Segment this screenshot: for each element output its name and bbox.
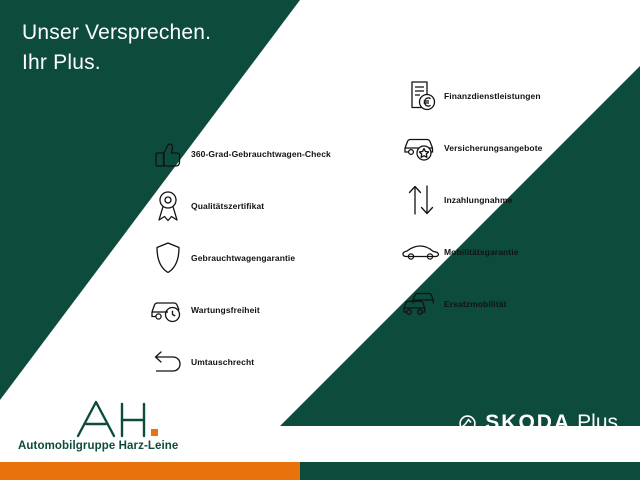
car-star-icon [398, 128, 444, 168]
skoda-subtitle: Zertifizierte Gebrauchtwagen [459, 438, 600, 450]
feature-item [398, 122, 542, 174]
feature-label: Umtauschrecht [191, 357, 255, 367]
feature-list-right [398, 70, 542, 330]
headline-line-1: Unser Versprechen. [22, 21, 212, 44]
feature-label: Inzahlungnahme [444, 195, 513, 205]
dealer-logo [18, 396, 192, 452]
feature-item [145, 284, 331, 336]
feature-label: Versicherungsangebote [444, 143, 543, 153]
feature-label: 360-Grad-Gebrauchtwagen-Check [191, 149, 331, 159]
skoda-arrow-icon [459, 415, 476, 432]
feature-item [145, 232, 331, 284]
document-euro-icon [398, 76, 444, 116]
feature-item [398, 174, 542, 226]
feature-item [145, 180, 331, 232]
quality-seal-icon [145, 186, 191, 226]
feature-label: Finanzdienstleistungen [444, 91, 541, 101]
skoda-plus-logo [459, 411, 618, 450]
feature-label: Qualitätszertifikat [191, 201, 265, 211]
feature-item [398, 278, 542, 330]
feature-label: Ersatzmobilität [444, 299, 507, 309]
feature-item [145, 336, 331, 388]
feature-item [398, 226, 542, 278]
two-cars-icon [398, 284, 444, 324]
shield-icon [145, 238, 191, 278]
bottom-orange-strip [0, 462, 300, 480]
feature-item [145, 128, 331, 180]
headline-line-2: Ihr Plus. [22, 51, 101, 74]
feature-item [398, 70, 542, 122]
page-title [22, 18, 211, 78]
car-side-icon [398, 232, 444, 272]
skoda-brandline [459, 411, 618, 435]
return-arrow-icon [145, 342, 191, 382]
dealer-name: Automobilgruppe Harz-Leine [18, 440, 179, 452]
thumbs-up-icon [145, 134, 191, 174]
feature-list-left [145, 128, 331, 388]
dealer-logo-mark [72, 396, 192, 438]
feature-label: Wartungsfreiheit [191, 305, 260, 315]
feature-label: Mobilitätsgarantie [444, 247, 519, 257]
skoda-wordmark: SKODA [485, 411, 572, 434]
arrows-up-down-icon [398, 180, 444, 220]
skoda-plus-suffix: Plus [577, 411, 618, 434]
feature-label: Gebrauchtwagengarantie [191, 253, 296, 263]
car-service-icon [145, 290, 191, 330]
